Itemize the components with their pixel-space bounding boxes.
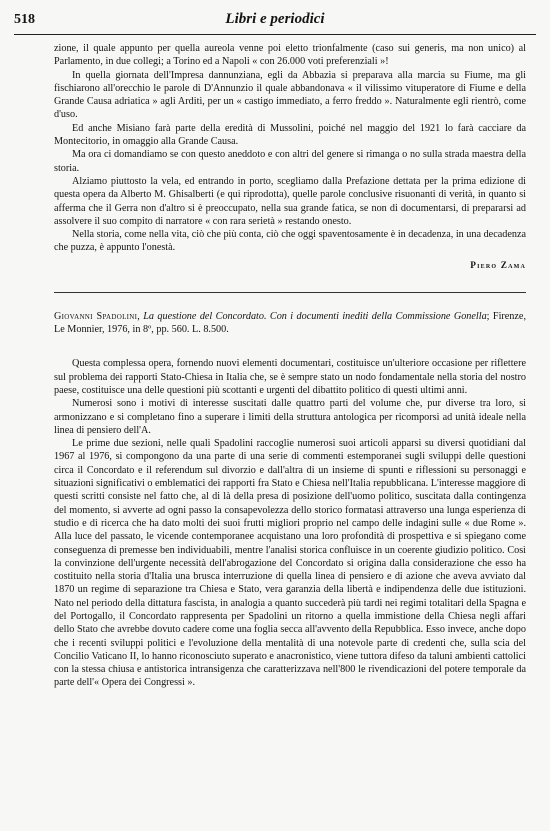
section-divider	[54, 292, 526, 293]
article-continuation	[54, 42, 526, 270]
paragraph: Questa complessa opera, fornendo nuovi elementi documentari, costituisce un'ulteriore occasione per riflettere sul problema dei rapporti Stato-Chiesa in Italia che, se è sempre stato un nodo fondamentale nella storia del nostro paese, costituisce una delle questioni più scottanti e urgenti del dibattito politico di questi ultimi anni.	[54, 358, 526, 396]
review-publication: ; Firenze, Le Monnier, 1976, in 8º, pp. 560. L. 8.500.	[54, 310, 526, 336]
paragraph: Numerosi sono i motivi di interesse suscitati dalle quattro parti del volume che, pur diverse tra loro, si armonizzano e si completano fino a superare i limiti della struttura antologica per ricomporsi ad unità ideale nella linea di pensiero dell'A.	[54, 398, 526, 436]
paragraph: Alziamo piuttosto la vela, ed entrando in porto, scegliamo dalla Prefazione dettata per la prima edizione di questa opera da Alberto M. Ghisalberti (e qui riprodotta), quelle parole conclusive risuonanti di verità, in quanto si afferma che il Gerra non d'altro si è preoccupato, nella sua grande fatica, se non di documentarsi, di prepararsi ad assolvere il suo compito di narratore « con rara serietà » restando onesto.	[54, 175, 526, 227]
book-review	[54, 310, 526, 690]
paragraph: zione, il quale appunto per quella aureola venne poi eletto trionfalmente (caso sui generis, ma non unico) al Parlamento, in due collegi; a Torino ed a Napoli « con 26.000 voti preferenziali »!	[54, 43, 526, 68]
paragraph: Ed anche Misiano farà parte della eredità di Mussolini, poiché nel maggio del 1921 lo farà cacciare da Montecitorio, in omaggio alla Grande Causa.	[54, 122, 526, 148]
paragraph: Nella storia, come nella vita, ciò che più conta, ciò che oggi spaventosamente è in decadenza, in una decadenza che puzza, è appunto l'onestà.	[54, 229, 526, 254]
page-content	[54, 42, 526, 690]
review-author: Giovanni Spadolini	[54, 310, 138, 322]
review-citation: Giovanni Spadolini, La questione del Concordato. Con i documenti inediti della Commissione Gonella; Firenze, Le Monnier, 1976, in 8º, pp. 560. L. 8.500.	[54, 310, 526, 336]
header-rule	[14, 34, 536, 35]
review-title: La questione del Concordato. Con i documenti inediti della Commissione Gonella	[143, 310, 487, 322]
author-signature: Piero Zama	[470, 259, 526, 270]
running-title: Libri e periodici	[225, 11, 325, 27]
paragraph: Le prime due sezioni, nelle quali Spadolini raccoglie numerosi suoi articoli apparsi su diversi quotidiani dal 1967 al 1976, si compongono da una parte di una serie di commenti estemporanei sugli sviluppi delle questioni circa il Concordato e il referendum sul divorzio e dall'altra di un insieme di spunti e riflessioni su personaggi e situazioni significativi o emblematici dei rapporti fra Stato e Chiesa nell'Italia repubblicana. L'interesse maggiore di questi scritti consiste nel fatto che, al di là della presa di posizione dell'uomo politico, suscitata dalla contingenza del momento, si avverte ad ogni passo la consapevolezza dello storico formatasi attraverso una lunga esperienza di studio e di ricerca che ha dato molti dei suoi frutti migliori proprio nel campo delle indagini sulle « due Rome ». Alla luce del passato, le vicende contemporanee acquistano una loro profondità di prospettiva e si spiegano come conseguenza di premesse ben individuabili, mentre l'analisi storica confluisce in un coerente giudizio politico. Così la convinzione dell'urgente necessità dell'abrogazione del Concordato si origina dalla considerazione che esso ha costituito nella storia d'Italia una brusca interruzione di quella linea di pensiero e di azione che aveva avviato dal 1870 un regime di separazione tra Chiesa e Stato, vera garanzia della libertà e indipendenza delle due istituzioni. Nato nel periodo della dittatura fascista, in analogia a quanto succederà più tardi nei regimi totalitari della Spagna e del Portogallo, il Concordato rappresenta per Spadolini un ritorno a quella immistione della Chiesa negli affari dello Stato che avrebbe dovuto cadere come una foglia secca all'avvento della Repubblica. Esso invece, anche dopo che i recenti sviluppi politici e l'evoluzione della mentalità di una notevole parte di credenti che, sulla scia del Concilio Vaticano II, lo hanno riconosciuto superato e anacronistico, viene tuttora difeso da taluni ambienti cattolici con la stessa chiusa e antistorica intransigenza che caratterizzava nell'800 le rivendicazioni del potere temporale da parte dell'« Opera dei Congressi ».	[54, 438, 526, 689]
paragraph: Ma ora ci domandiamo se con questo aneddoto e con altri del genere si rimanga o no sulla strada maestra della storia.	[54, 149, 526, 174]
page-number: 518	[14, 12, 35, 27]
page-header	[14, 12, 536, 38]
paragraph: In quella giornata dell'Impresa dannunziana, egli da Abbazia si preparava alla marcia su Fiume, ma gli fischiarono all'orecchio le parole di D'Annunzio il quale abbandonava « il vilissimo vituperatore di Fiume e della Grande Causa adriatica » agli Arditi, per un « castigo immediato, a ferro freddo ». Naturalmente egli rientrò, come d'uso.	[54, 69, 526, 121]
